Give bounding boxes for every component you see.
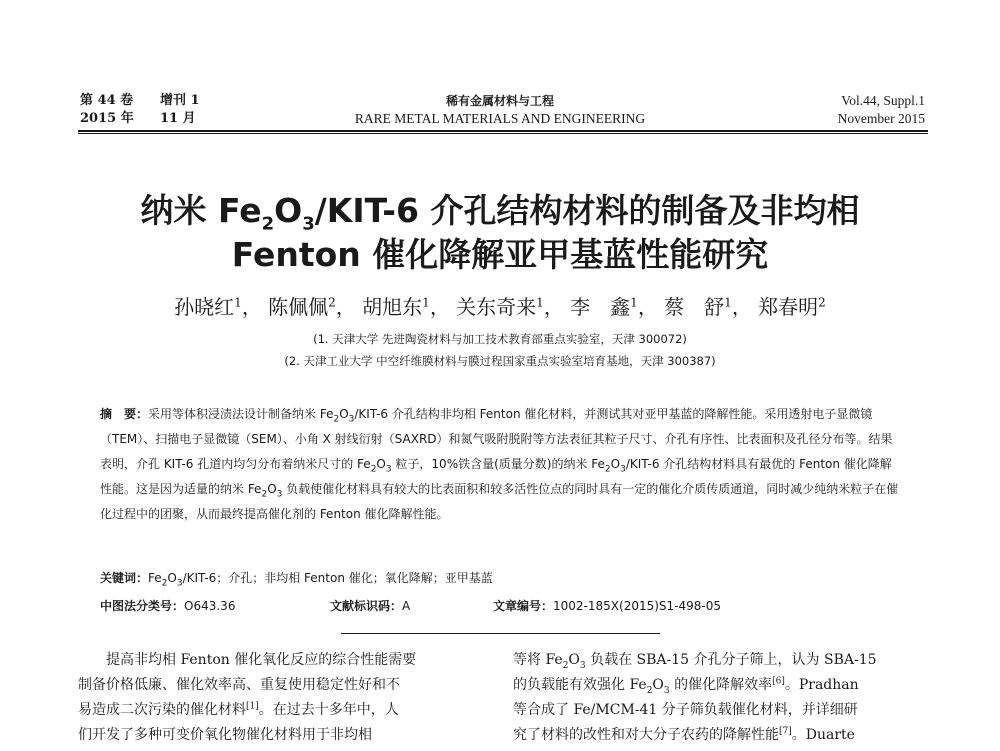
body-line: 等合成了 Fe/MCM-41 分子筛负载催化材料，并详细研 [513, 702, 858, 718]
author: 关东奇来$^1$ [456, 295, 544, 319]
keywords: 关键词：$Fe_2O_3/KIT-6$；介孔；非均相 Fenton 催化；氧化降解；亚甲基蓝 [100, 571, 493, 589]
document-code: 文献标识码：A [330, 599, 411, 613]
author: 李 鑫$^1$ [570, 295, 638, 319]
affiliation-2: (2. 天津工业大学 中空纤维膜材料与膜过程国家重点实验室培育基地，天津 300387) [284, 354, 716, 368]
body-column-left [78, 648, 484, 748]
author: 胡旭东$^1$ [362, 295, 430, 319]
author: 陈佩佩$^2$ [268, 295, 336, 319]
section-divider [341, 633, 660, 634]
body-line: 们开发了多种可变价氧化物催化材料用于非均相 [78, 727, 372, 743]
citation: [7] [779, 726, 792, 737]
paper-title-line2: Fenton 催化降解亚甲基蓝性能研究 [231, 235, 769, 274]
header-month-cn: 11 月 [160, 111, 196, 126]
header-volume-en: Vol.44, Suppl.1 [841, 93, 925, 108]
keywords-label: 关键词： [100, 571, 149, 585]
body-column-right [513, 648, 919, 748]
author-list: 孙晓红$^1$， 陈佩佩$^2$， 胡旭东$^1$， 关东奇来$^1$， 李 鑫$^1$， 蔡 舒$^1$， 郑春明$^2$ [174, 295, 826, 319]
author: 郑春明$^2$ [758, 295, 826, 319]
clc-number: 中图法分类号：O643.36 [100, 599, 236, 613]
header-volume-cn: 第 44 卷 [80, 93, 134, 108]
citation: [1] [246, 701, 259, 712]
paper-title-line1: 纳米 $Fe_2O_3/KIT-6$ 介孔结构材料的制备及非均相 [140, 191, 860, 235]
header-year-cn: 2015 年 [80, 111, 134, 126]
header-journal-cn: 稀有金属材料与工程 [445, 94, 554, 108]
body-line: 的负载能有效强化 $Fe_2O_3$ 的催化降解效率[6]。Pradhan [513, 676, 859, 696]
affiliation-1: (1. 天津大学 先进陶瓷材料与加工技术教育部重点实验室，天津 300072) [313, 332, 687, 346]
body-line: 易造成二次污染的催化材料[1]。在过去十多年中，人 [78, 701, 399, 718]
abstract: 摘 要：采用等体积浸渍法设计制备纳米 $Fe_2O_3/KIT-6$ 介孔结构非均相 Fenton 催化材料，并测试其对亚甲基蓝的降解性能。采用透射电子显微镜（TEM）、扫描电子显微镜（SEM）、小角 X 射线衍射（SAXRD）和氮气吸附脱附等方法表征其粒子尺寸、介孔有序性、比表面积及孔径分布等。结果表明，介孔 KIT-6 孔道内均匀分布着纳米尺寸的 $Fe_2O_3$ 粒子，10%铁含量(质量分数)的纳米 $Fe_2O_3/KIT-6$ 介孔结构材料具有最优的 Fenton 催化降解性能。这是因为适量的纳米 $Fe_2O_3$ 负载使催化材料具有较大的比表面积和较多活性位点的同时具有一定的催化介质传质通道，同时减少纯纳米粒子在催化过程中的团聚，从而最终提高催化剂的 Fenton 催化降解性能。 [100, 407, 899, 521]
header-date-en: November 2015 [837, 111, 925, 126]
author: 孙晓红$^1$ [174, 295, 242, 319]
body-line: 等将 $Fe_2O_3$ 负载在 SBA-15 介孔分子筛上，认为 SBA-15 [513, 652, 877, 671]
body-line: 究了材料的改性和对大分子农药的降解性能[7]。Duarte [513, 726, 855, 743]
abstract-label: 摘 要： [100, 407, 149, 421]
author: 蔡 舒$^1$ [664, 295, 732, 319]
citation: [6] [772, 676, 785, 687]
body-line: 提高非均相 Fenton 催化氧化反应的综合性能需要 [78, 652, 417, 668]
header-rule-thin [78, 133, 928, 134]
header-suppl-cn: 增刊 1 [160, 93, 200, 108]
body-line: 制备价格低廉、催化效率高、重复使用稳定性好和不 [78, 677, 400, 693]
header-journal-en: RARE METAL MATERIALS AND ENGINEERING [354, 111, 646, 126]
article-number: 文章编号：1002-185X(2015)S1-498-05 [493, 599, 721, 613]
